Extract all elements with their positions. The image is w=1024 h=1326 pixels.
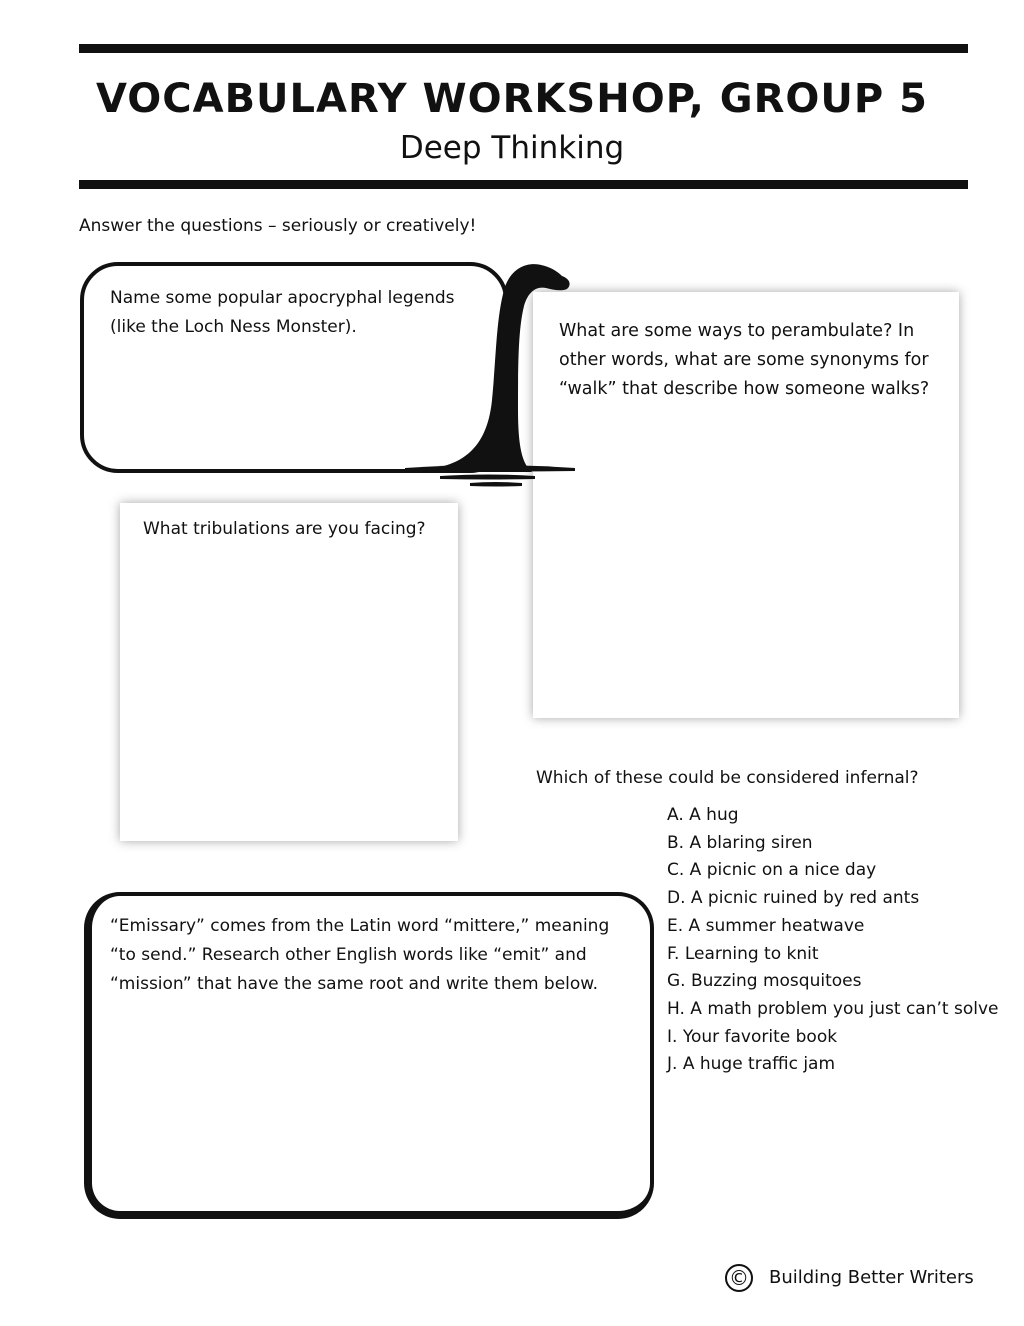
option-item[interactable]: C. A picnic on a nice day: [667, 860, 877, 881]
answer-box-tribulations[interactable]: [120, 503, 458, 841]
loch-ness-monster-icon: [400, 250, 580, 490]
option-item[interactable]: D. A picnic ruined by red ants: [667, 888, 920, 909]
header-rule-top: [79, 44, 968, 53]
option-item[interactable]: J. A huge traffic jam: [667, 1054, 836, 1075]
page-title: VOCABULARY WORKSHOP, GROUP 5: [96, 76, 928, 122]
footer-credit-text: Building Better Writers: [769, 1267, 974, 1288]
option-item[interactable]: A. A hug: [667, 805, 739, 825]
question-perambulate: What are some ways to perambulate? In other words, what are some synonyms for “walk” that describe how someone walks?: [559, 321, 930, 399]
option-item[interactable]: I. Your favorite book: [667, 1026, 838, 1047]
question-tribulations: What tribulations are you facing?: [143, 519, 426, 539]
option-item[interactable]: E. A summer heatwave: [667, 915, 865, 936]
option-item[interactable]: B. A blaring siren: [667, 832, 813, 853]
page-subtitle: Deep Thinking: [399, 130, 625, 166]
footer-credit: [725, 1263, 974, 1292]
option-item[interactable]: H. A math problem you just can’t solve: [667, 998, 999, 1019]
option-item[interactable]: F. Learning to knit: [667, 943, 819, 964]
question-legends: Name some popular apocryphal legends (like the Loch Ness Monster).: [110, 288, 455, 337]
option-item[interactable]: G. Buzzing mosquitoes: [667, 971, 862, 992]
instructions: Answer the questions – seriously or creatively!: [79, 216, 477, 236]
infernal-options-list: [667, 802, 998, 1079]
header-rule-bottom: [79, 180, 968, 189]
copyright-icon: ©: [725, 1264, 753, 1292]
question-infernal: Which of these could be considered infernal?: [536, 768, 919, 788]
question-emissary: “Emissary” comes from the Latin word “mittere,” meaning “to send.” Research other English words like “emit” and “mission” that have the same root and write them below.: [110, 916, 610, 994]
